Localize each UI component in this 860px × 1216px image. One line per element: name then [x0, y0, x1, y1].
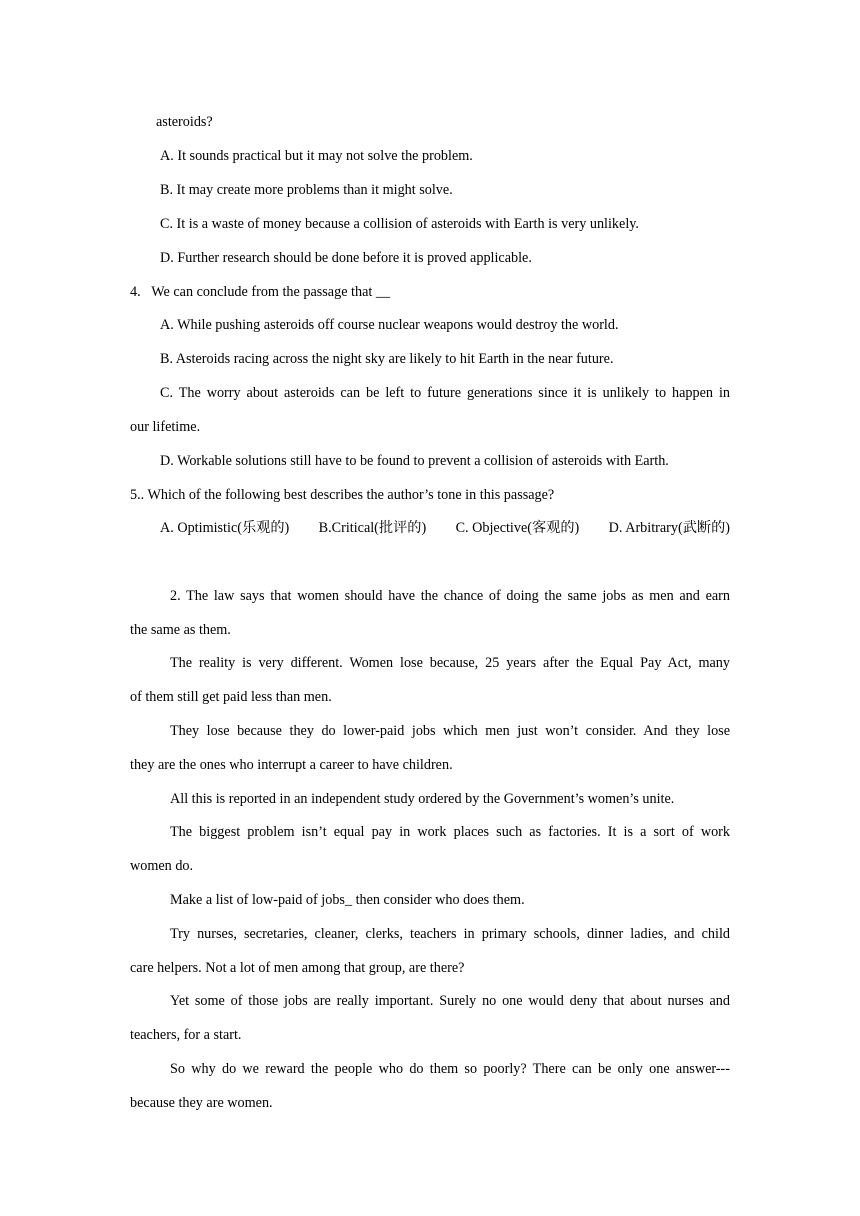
- q4-option-c-line2: our lifetime.: [130, 419, 201, 435]
- q5-options: [160, 519, 730, 537]
- q5-option-a: A. Optimistic(乐观的): [160, 520, 290, 536]
- passage2-p7-line1: Try nurses, secretaries, cleaner, clerks, teachers in primary schools, dinner ladies, and child: [170, 926, 730, 942]
- q4-option-c-line1: C. The worry about asteroids can be left to future generations since it is unlikely to happen in: [160, 385, 730, 401]
- q5-stem: 5.. Which of the following best describes the author’s tone in this passage?: [130, 487, 555, 503]
- passage2-p5-line2: women do.: [130, 858, 194, 874]
- passage2-p8-line2: teachers, for a start.: [130, 1027, 242, 1043]
- passage2-p8-line1: Yet some of those jobs are really important. Surely no one would deny that about nurses and: [170, 993, 730, 1009]
- passage2-p4: All this is reported in an independent study ordered by the Government’s women’s unite.: [170, 791, 675, 807]
- q3-option-c: C. It is a waste of money because a collision of asteroids with Earth is very unlikely.: [160, 216, 639, 232]
- q4-option-b: B. Asteroids racing across the night sky are likely to hit Earth in the near future.: [160, 351, 614, 367]
- passage2-p2-line2: of them still get paid less than men.: [130, 689, 332, 705]
- passage2-p7-line2: care helpers. Not a lot of men among that group, are there?: [130, 960, 465, 976]
- passage2-p3-line1: They lose because they do lower-paid jobs which men just won’t consider. And they lose: [170, 723, 730, 739]
- q5-option-b: B.Critical(批评的): [318, 520, 427, 536]
- q5-option-c: C. Objective(客观的): [455, 520, 580, 536]
- passage2-p6: Make a list of low-paid of jobs_ then consider who does them.: [170, 892, 525, 908]
- passage2-p1-line1: 2. The law says that women should have the chance of doing the same jobs as men and earn: [170, 588, 730, 604]
- q4-option-a: A. While pushing asteroids off course nuclear weapons would destroy the world.: [160, 317, 619, 333]
- q4-stem: 4. We can conclude from the passage that __: [130, 284, 391, 300]
- passage2-p2-line1: The reality is very different. Women lose because, 25 years after the Equal Pay Act, many: [170, 655, 730, 671]
- q3-option-b: B. It may create more problems than it might solve.: [160, 182, 453, 198]
- q4-option-d: D. Workable solutions still have to be found to prevent a collision of asteroids with Earth.: [160, 453, 669, 469]
- q5-option-d: D. Arbitrary(武断的): [608, 520, 730, 536]
- passage2-p1-line2: the same as them.: [130, 622, 231, 638]
- q3-stem-tail: asteroids?: [156, 114, 213, 130]
- passage2-p9-line2: because they are women.: [130, 1095, 273, 1111]
- q3-option-d: D. Further research should be done before it is proved applicable.: [160, 250, 532, 266]
- passage2-p3-line2: they are the ones who interrupt a career to have children.: [130, 757, 453, 773]
- passage2-p5-line1: The biggest problem isn’t equal pay in work places such as factories. It is a sort of work: [170, 824, 730, 840]
- passage2-p9-line1: So why do we reward the people who do them so poorly? There can be only one answer---: [170, 1061, 730, 1077]
- q3-option-a: A. It sounds practical but it may not solve the problem.: [160, 148, 473, 164]
